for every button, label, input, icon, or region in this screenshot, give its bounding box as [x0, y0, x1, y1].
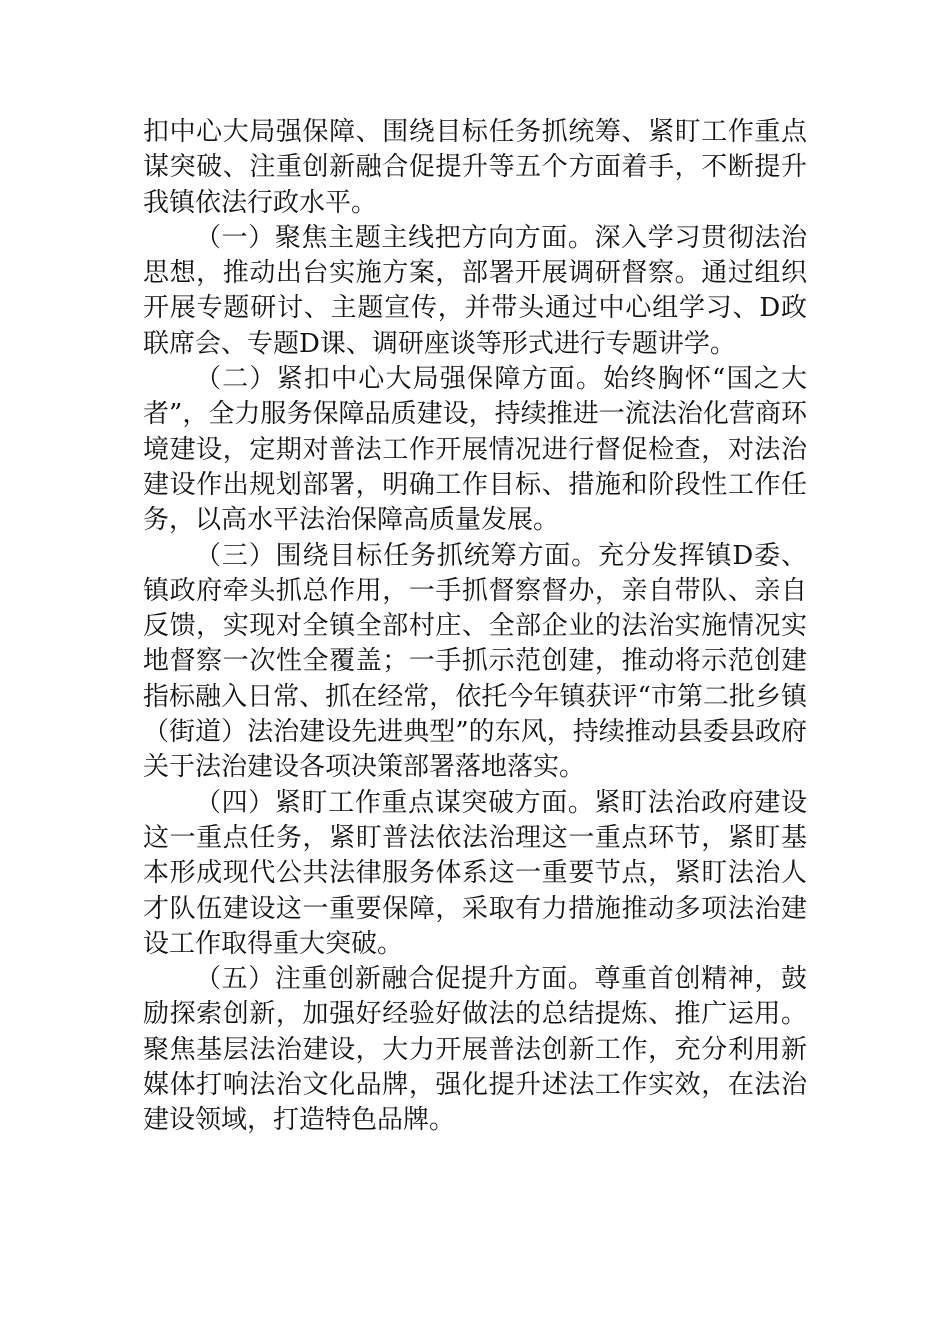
section-1-paragraph: （一）聚焦主题主线把方向方面。深入学习贯彻法治思想，推动出台实施方案，部署开展调研督察。通过组织开展专题研讨、主题宣传，并带头通过中心组学习、D政联席会、专题D课、调研座谈等形式进行专题讲学。 [143, 222, 807, 359]
section-3-paragraph: （三）围绕目标任务抓统筹方面。充分发挥镇D委、镇政府牵头抓总作用，一手抓督察督办，亲自带队、亲自反馈，实现对全镇全部村庄、全部企业的法治实施情况实地督察一次性全覆盖；一手抓示范创建，推动将示范创建指标融入日常、抓在经常，依托今年镇获评“市第二批乡镇（街道）法治建设先进典型”的东风，持续推动县委县政府关于法治建设各项决策部署落地落实。 [143, 540, 807, 783]
intro-paragraph: 扣中心大局强保障、围绕目标任务抓统筹、紧盯工作重点谋突破、注重创新融合促提升等五个方面着手，不断提升我镇依法行政水平。 [143, 117, 807, 218]
section-5-paragraph: （五）注重创新融合促提升方面。尊重首创精神，鼓励探索创新，加强好经验好做法的总结提炼、推广运用。聚焦基层法治建设，大力开展普法创新工作，充分利用新媒体打响法治文化品牌，强化提升述法工作实效，在法治建设领域，打造特色品牌。 [143, 964, 807, 1136]
section-4-paragraph: （四）紧盯工作重点谋突破方面。紧盯法治政府建设这一重点任务，紧盯普法依法治理这一重点环节，紧盯基本形成现代公共法律服务体系这一重要节点，紧盯法治人才队伍建设这一重要保障，采取有力措施推动多项法治建设工作取得重大突破。 [143, 787, 807, 959]
section-2-paragraph: （二）紧扣中心大局强保障方面。始终胸怀“国之大者”，全力服务保障品质建设，持续推进一流法治化营商环境建设，定期对普法工作开展情况进行督促检查，对法治建设作出规划部署，明确工作目标、措施和阶段性工作任务，以高水平法治保障高质量发展。 [143, 364, 807, 536]
document-body [143, 115, 807, 1139]
